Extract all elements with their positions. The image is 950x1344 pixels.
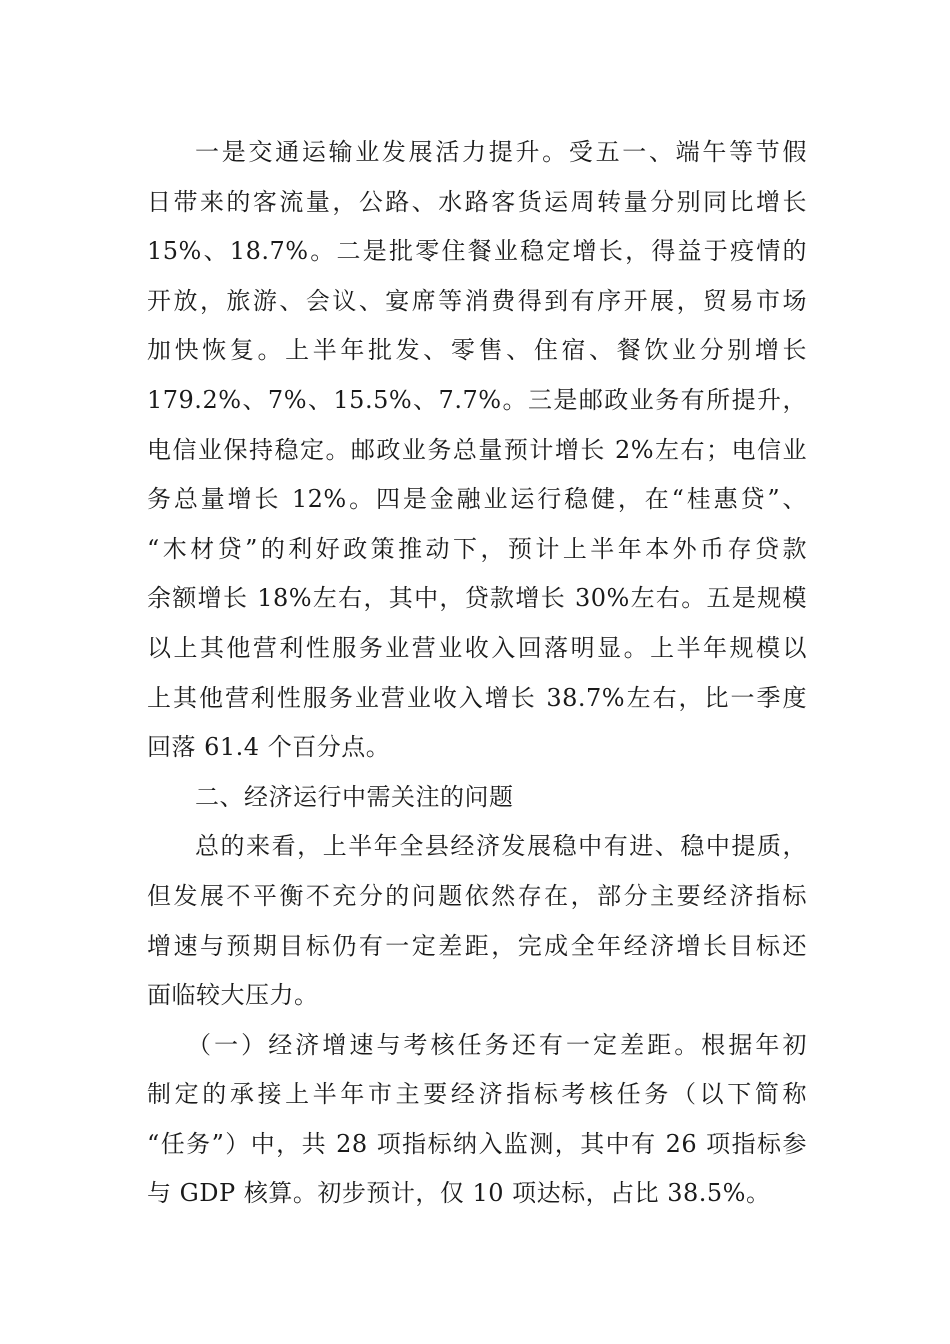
section-heading-issues bbox=[147, 773, 807, 823]
paragraph-line: 开放，旅游、会议、宴席等消费得到有序开展，贸易市场 bbox=[147, 286, 807, 315]
document-body bbox=[147, 128, 807, 1219]
paragraph-line: 但发展不平衡不充分的问题依然存在，部分主要经济指标 bbox=[147, 881, 807, 910]
paragraph-line: 电信业保持稳定。邮政业务总量预计增长 2%左右；电信业 bbox=[147, 435, 807, 464]
paragraph-line: 以上其他营利性服务业营业收入回落明显。上半年规模以 bbox=[147, 633, 807, 662]
paragraph-overview bbox=[147, 822, 807, 1020]
paragraph-line: 一是交通运输业发展活力提升。受五一、端午等节假 bbox=[195, 138, 807, 166]
paragraph-line: 回落 61.4 个百分点。 bbox=[147, 733, 391, 762]
paragraph-line: “任务”）中，共 28 项指标纳入监测，其中有 26 项指标参 bbox=[147, 1129, 807, 1158]
paragraph-transport-services bbox=[147, 128, 807, 773]
paragraph-line: 制定的承接上半年市主要经济指标考核任务（以下简称 bbox=[147, 1080, 807, 1109]
paragraph-line: 余额增长 18%左右，其中，贷款增长 30%左右。五是规模 bbox=[147, 584, 807, 613]
paragraph-line: 日带来的客流量，公路、水路客货运周转量分别同比增长 bbox=[147, 187, 807, 216]
paragraph-line: 上其他营利性服务业营业收入增长 38.7%左右，比一季度 bbox=[147, 683, 807, 712]
paragraph-line: 加快恢复。上半年批发、零售、住宿、餐饮业分别增长 bbox=[147, 336, 807, 365]
paragraph-line: 15%、18.7%。二是批零住餐业稳定增长，得益于疫情的 bbox=[147, 237, 807, 266]
paragraph-line: 179.2%、7%、15.5%、7.7%。三是邮政业务有所提升， bbox=[147, 385, 807, 414]
paragraph-growth-gap bbox=[147, 1021, 807, 1219]
paragraph-line: 增速与预期目标仍有一定差距，完成全年经济增长目标还 bbox=[147, 931, 807, 960]
paragraph-line: 务总量增长 12%。四是金融业运行稳健，在“桂惠贷”、 bbox=[147, 485, 807, 514]
paragraph-line: “木材贷”的利好政策推动下，预计上半年本外币存贷款 bbox=[147, 534, 807, 563]
paragraph-line: 总的来看，上半年全县经济发展稳中有进、稳中提质， bbox=[195, 832, 807, 861]
section-heading: 二、经济运行中需关注的问题 bbox=[195, 782, 514, 811]
paragraph-line: 面临较大压力。 bbox=[147, 981, 319, 1010]
paragraph-line: 与 GDP 核算。初步预计，仅 10 项达标，占比 38.5%。 bbox=[147, 1179, 771, 1208]
paragraph-line: （一）经济增速与考核任务还有一定差距。根据年初 bbox=[187, 1030, 807, 1059]
